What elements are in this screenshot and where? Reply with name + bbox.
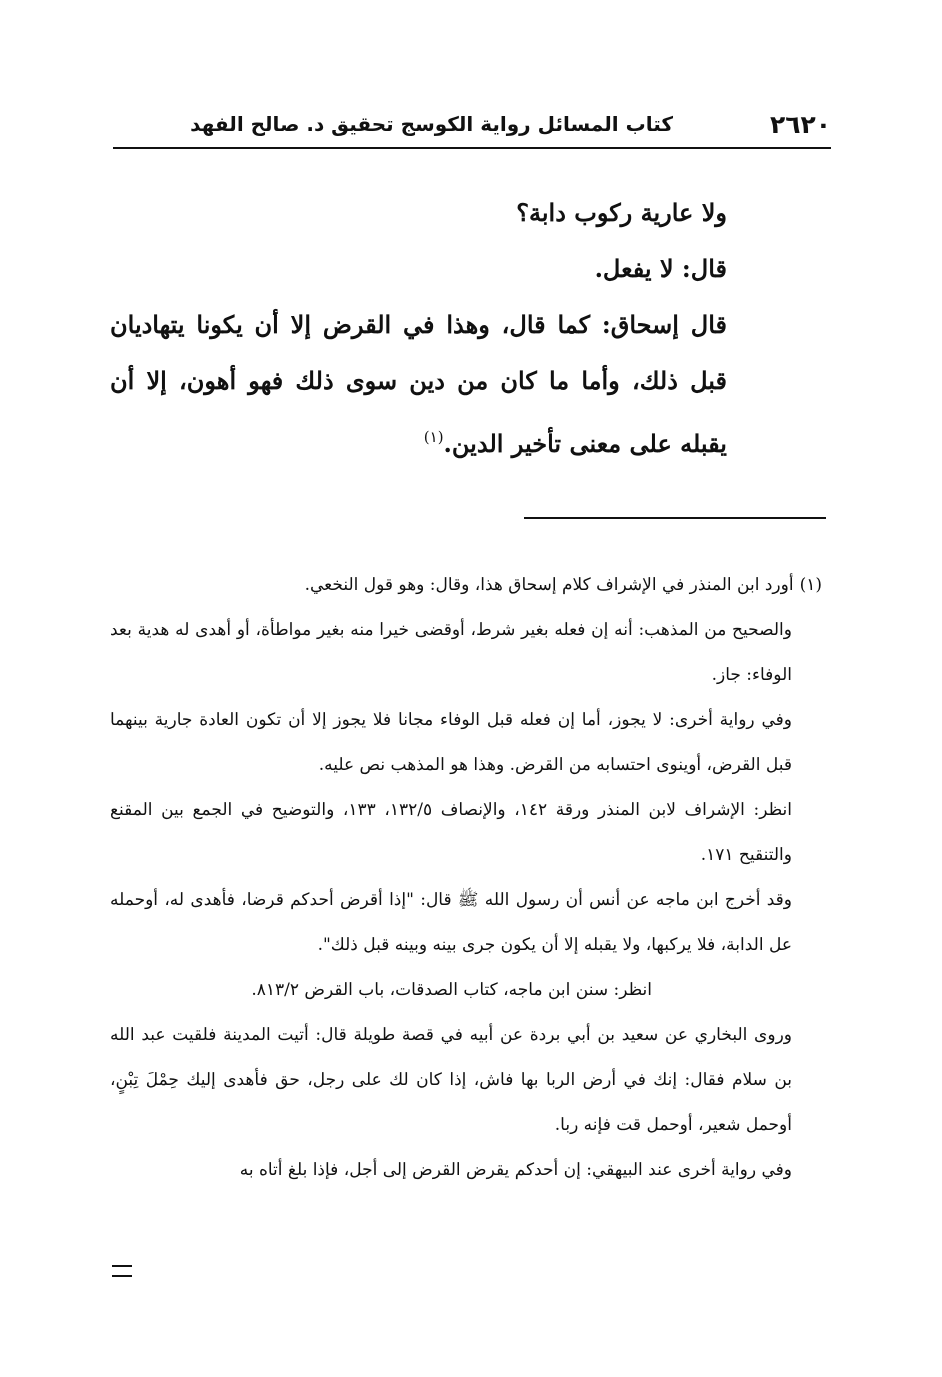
footnote-citation: انظر: سنن ابن ماجه، كتاب الصدقات، باب القرض ٨١٣/٢. [251, 980, 652, 1000]
footnote-paragraph: انظر: الإشراف لابن المنذر ورقة ١٤٢، والإنصاف ١٣٢/٥، ١٣٣، والتوضيح في الجمع بين المقنع والتنقيح ١٧١. [110, 800, 793, 865]
footnote-paragraph: وفي رواية أخرى عند البيهقي: إن أحدكم يقرض القرض إلى أجل، فإذا بلغ أتاه به [239, 1160, 792, 1180]
main-line-text: قال إسحاق: كما قال، وهذا في القرض إلا أن يكونا يتهاديان قبل ذلك، وأما ما كان من دين سوى ذلك فهو أهون، إلا أن يقبله على معنى تأخير الدين. [110, 310, 727, 458]
footnote-paragraph: والصحيح من المذهب: أنه إن فعله بغير شرط، أوقضى خيرا منه بغير مواطأة، أو أهدى له هدية بعد الوفاء: جاز. [110, 620, 792, 685]
main-text [110, 185, 727, 472]
main-line: ولا عارية ركوب دابة؟ [516, 198, 727, 227]
footnote-paragraph: وفي رواية أخرى: لا يجوز، أما إن فعله قبل الوفاء مجانا فلا يجوز إلا أن تكون العادة جارية بينهما قبل القرض، أوينوى احتسابه من القرض. وهذا هو المذهب نص عليه. [110, 710, 792, 775]
footnote-separator [524, 517, 826, 519]
main-line: قال: لا يفعل. [594, 254, 727, 283]
footnote-label: (١) [799, 575, 822, 595]
header-rule [113, 147, 831, 149]
footnote-paragraph: وروى البخاري عن سعيد بن أبي بردة عن أبيه في قصة طويلة قال: أتيت المدينة فلقيت عبد الله بن سلام فقال: إنك في أرض الربا بها فاش، إذا كان لك على رجل، حق فأهدى إليك حِمْلَ تِبْنٍ، أوحمل شعير، أوحمل قت فإنه ربا. [110, 1025, 792, 1135]
footnote-reference[interactable]: (١) [423, 428, 444, 446]
footnotes [110, 563, 822, 1193]
footnote-first-line [110, 563, 822, 608]
continuation-mark [112, 1265, 132, 1277]
footnote-paragraph: وقد أخرج ابن ماجه عن أنس أن رسول الله ﷺ قال: "إذا أقرض أحدكم قرضا، فأهدى له، أوحمله عل الدابة، فلا يركبها، ولا يقبله إلا أن يكون جرى بينه وبينه قبل ذلك". [110, 890, 792, 955]
page-number: ٢٦٢٠ [769, 110, 831, 139]
footnote-first-text: أورد ابن المنذر في الإشراف كلام إسحاق هذا، وقال: وهو قول النخعي. [304, 575, 794, 595]
main-line [110, 297, 727, 472]
page-header [113, 100, 831, 148]
running-title: كتاب المسائل رواية الكوسج تحقيق د. صالح الفهد [190, 112, 673, 136]
